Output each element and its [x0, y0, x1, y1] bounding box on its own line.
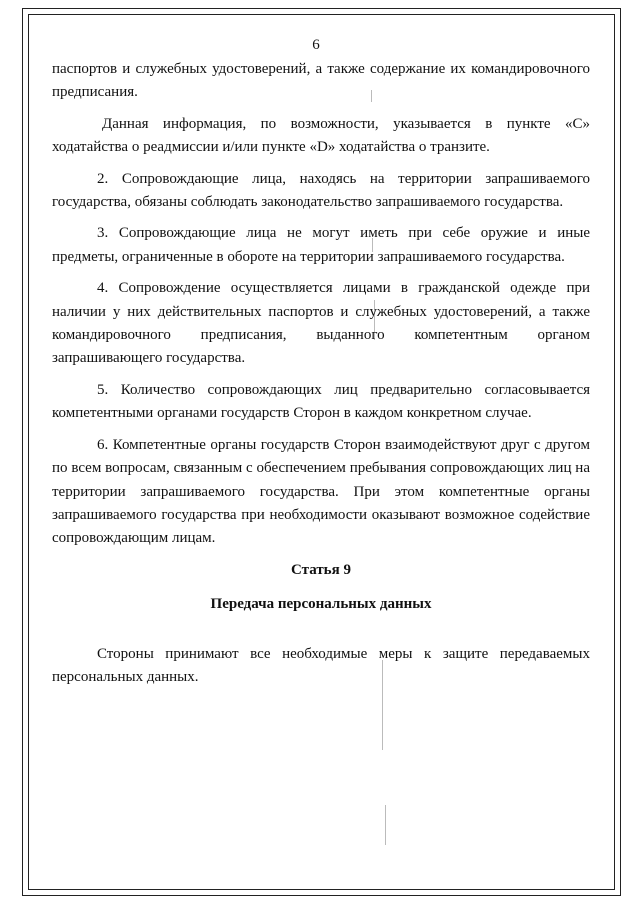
paragraph-item-2: 2. Сопровождающие лица, находясь на территории запрашиваемого государства, обязаны соблюдать законодательство запрашиваемого государства. — [52, 170, 590, 211]
article-title: Передача персональных данных — [210, 595, 432, 612]
paragraph-info-note: Данная информация, по возможности, указывается в пункте «С» ходатайства о реадмиссии и/или пункте «D» ходатайства о транзите. — [52, 115, 590, 156]
scan-artifact-line — [385, 805, 386, 845]
paragraph-item-4: 4. Сопровождение осуществляется лицами в гражданской одежде при наличии у них действительных паспортов и служебных удостоверений, а также командировочного предписания, выданного компетентным органом запрашивающего государства. — [52, 280, 590, 367]
article-number: Статья 9 — [291, 561, 351, 578]
paragraph-item-5: 5. Количество сопровождающих лиц предварительно согласовывается компетентными органами государств Сторон в каждом конкретном случае. — [52, 381, 590, 422]
paragraph-item-6: 6. Компетентные органы государств Сторон взаимодействуют друг с другом по всем вопросам, связанным с обеспечением пребывания сопровождающих лиц на территории запрашиваемого государства. При этом компетентные органы запрашиваемого государства при необходимости оказывают возможное содействие сопровождающим лицам. — [52, 436, 590, 547]
paragraph-item-3: 3. Сопровождающие лица не могут иметь при себе оружие и иные предметы, ограниченные в обороте на территории запрашиваемого государства. — [52, 225, 590, 265]
paragraph-continuation: паспортов и служебных удостоверений, а также содержание их командировочного предписания. — [52, 61, 590, 101]
document-body — [52, 36, 590, 698]
article-body: Стороны принимают все необходимые меры к защите передаваемых персональных данных. — [52, 645, 590, 686]
page-number: 6 — [312, 37, 320, 53]
